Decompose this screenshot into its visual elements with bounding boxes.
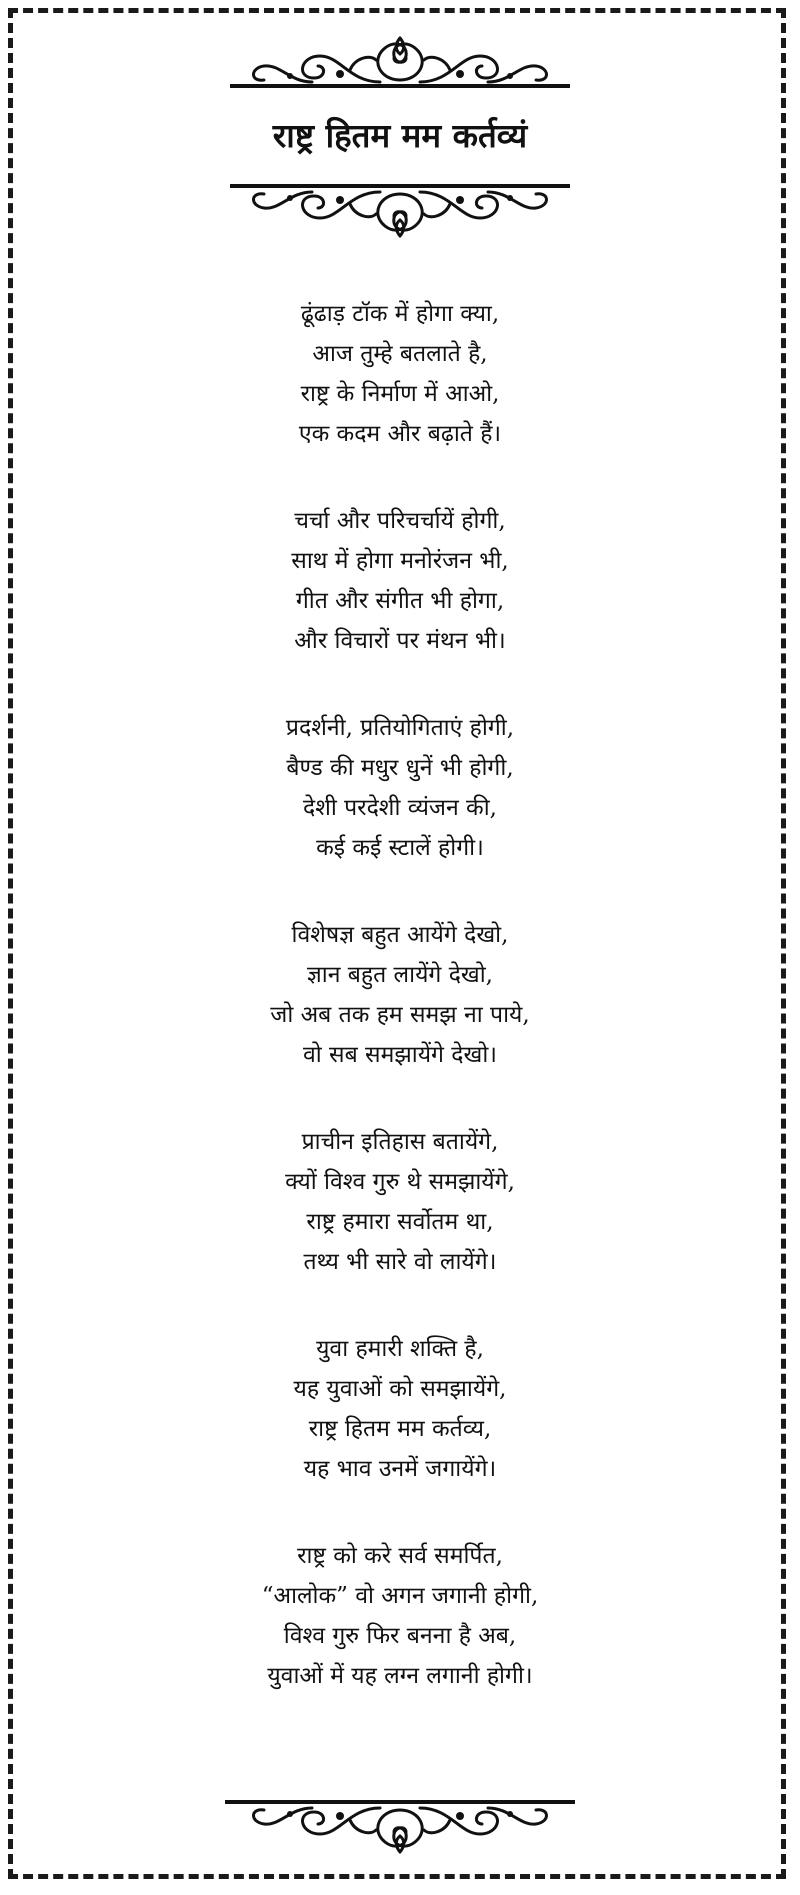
poem-line: तथ्य भी सारे वो लायेंगे।: [303, 1249, 497, 1275]
poem-line: गीत और संगीत भी होगा,: [295, 588, 505, 614]
stanza-5: [0, 1122, 800, 1282]
poem-line: ज्ञान बहुत लायेंगे देखो,: [307, 962, 493, 988]
poem-line: राष्ट्र के निर्माण में आओ,: [300, 381, 500, 407]
stanza-1: [0, 294, 800, 454]
poem-line: ढूंढाड़ टॉक में होगा क्या,: [300, 301, 500, 327]
poem-line: वो सब समझायेंगे देखो।: [303, 1042, 497, 1068]
middle-ornament-icon: [230, 182, 570, 244]
poem-line: राष्ट्र को करे सर्व समर्पित,: [297, 1543, 503, 1569]
poem-line: यह भाव उनमें जगायेंगे।: [303, 1456, 497, 1482]
poem-line: जो अब तक हम समझ ना पाये,: [270, 1002, 530, 1028]
stanza-2: [0, 501, 800, 661]
poem-line: बैण्ड की मधुर धुनें भी होगी,: [286, 755, 514, 781]
poem-body: [0, 294, 800, 1743]
poem-line: राष्ट्र हितम मम कर्तव्य,: [308, 1416, 492, 1442]
poem-line: यह युवाओं को समझायेंगे,: [293, 1376, 507, 1402]
stanza-3: [0, 708, 800, 868]
poem-line: देशी परदेशी व्यंजन की,: [303, 795, 497, 821]
poem-line: विशेषज्ञ बहुत आयेंगे देखो,: [291, 922, 509, 948]
stanza-6: [0, 1329, 800, 1489]
poem-line: “आलोक” वो अगन जगानी होगी,: [261, 1583, 539, 1609]
poem-line: युवाओं में यह लग्न लगानी होगी।: [267, 1663, 533, 1689]
poem-line: प्राचीन इतिहास बतायेंगे,: [301, 1129, 499, 1155]
poem-line: राष्ट्र हमारा सर्वोतम था,: [306, 1209, 494, 1235]
poem-line: प्रदर्शनी, प्रतियोगिताएं होगी,: [285, 715, 515, 741]
poem-line: और विचारों पर मंथन भी।: [294, 628, 506, 654]
stanza-4: [0, 915, 800, 1075]
poem-line: एक कदम और बढ़ाते हैं।: [298, 421, 502, 447]
poem-line: साथ में होगा मनोरंजन भी,: [291, 548, 509, 574]
poem-line: युवा हमारी शक्ति है,: [316, 1336, 484, 1362]
poem-line: चर्चा और परिचर्चायें होगी,: [294, 508, 506, 534]
stanza-7: [0, 1536, 800, 1696]
top-ornament-icon: [230, 30, 570, 90]
poem-line: क्यों विश्व गुरु थे समझायेंगे,: [285, 1169, 515, 1195]
poem-title: राष्ट्र हितम मम कर्तव्यं: [272, 116, 528, 155]
bottom-ornament-icon: [225, 1798, 575, 1860]
poem-line: कई कई स्टालें होगी।: [316, 835, 484, 861]
poem-line: आज तुम्हे बतलाते है,: [312, 341, 488, 367]
poem-line: विश्व गुरु फिर बनना है अब,: [283, 1623, 517, 1649]
